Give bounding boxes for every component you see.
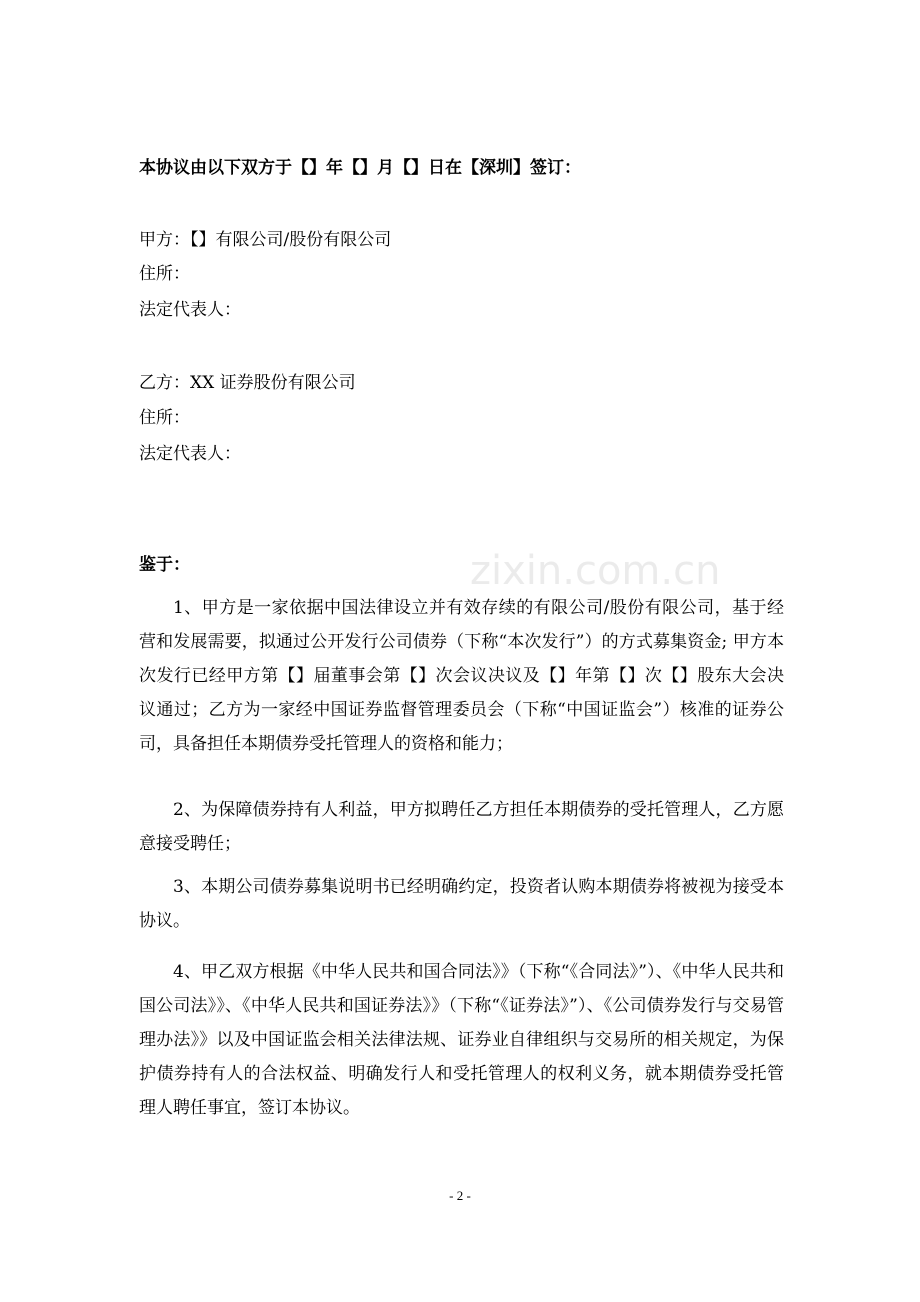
- clause-1: 1、甲方是一家依据中国法律设立并有效存续的有限公司/股份有限公司，基于经营和发展需要，拟通过公开发行公司债券（下称“本次发行”）的方式募集资金; 甲方本次发行已经甲方第【】届董事会第【】次会议决议及【】年第【】次【】股东大会决议通过；乙方为一家经中国证券监督管理委员会（下称“中国证监会”）核准的证券公司，具备担任本期债券受托管理人的资格和能力；: [139, 598, 784, 754]
- party-a-representative-label: 法定代表人：: [139, 300, 241, 320]
- party-a-address-label: 住所：: [139, 264, 190, 284]
- whereas-heading: 鉴于：: [139, 555, 190, 575]
- clause-4: 4、甲乙双方根据《中华人民共和国合同法》》（下称“《合同法》”）、《中华人民共和国公司法》》、《中华人民共和国证券法》》（下称“《证券法》”）、《公司债券发行与交易管理办法》》以及中国证监会相关法律法规、证券业自律组织与交易所的相关规定，为保护债券持有人的合法权益、明确发行人和受托管理人的权利义务，就本期债券受托管理人聘任事宜，签订本协议。: [139, 962, 784, 1118]
- watermark: zixin.com.cn: [470, 548, 721, 594]
- party-b-representative-label: 法定代表人：: [139, 444, 241, 464]
- clause-2: 2、为保障债券持有人利益，甲方拟聘任乙方担任本期债券的受托管理人，乙方愿意接受聘任；: [139, 800, 784, 854]
- clause-3: 3、本期公司债券募集说明书已经明确约定，投资者认购本期债券将被视为接受本协议。: [139, 877, 784, 931]
- party-b-name: 乙方：XX 证券股份有限公司: [139, 373, 356, 393]
- page-number: - 2 -: [449, 1188, 471, 1203]
- party-a-name: 甲方：【】有限公司/股份有限公司: [139, 230, 392, 250]
- party-b-address-label: 住所：: [139, 408, 190, 428]
- agreement-preamble: 本协议由以下双方于【】年【】月【】日在【深圳】签订：: [139, 158, 581, 178]
